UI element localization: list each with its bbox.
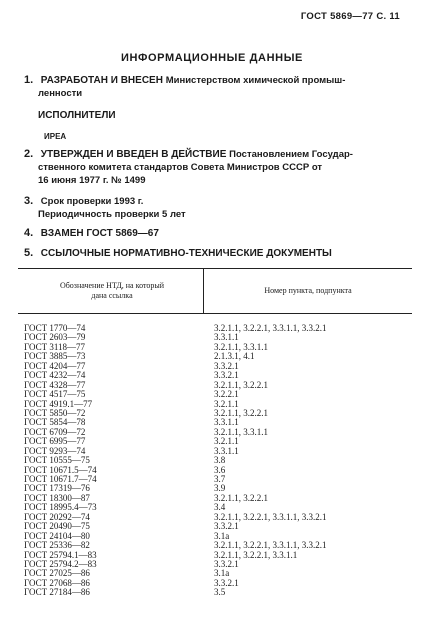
section-2-text: Постановлением Государ- xyxy=(229,149,353,160)
document-title: ИНФОРМАЦИОННЫЕ ДАННЫЕ xyxy=(120,52,303,64)
standard-designation: ГОСТ 10555—75 xyxy=(24,455,90,466)
section-5-heading: ССЫЛОЧНЫЕ НОРМАТИВНО-ТЕХНИЧЕСКИЕ ДОКУМЕНТЫ xyxy=(40,248,332,259)
section-3-line2: Периодичность проверки 5 лет xyxy=(38,209,186,220)
standard-designation: ГОСТ 3885—73 xyxy=(24,351,86,362)
standard-designation: ГОСТ 4232—74 xyxy=(24,370,86,381)
table-row xyxy=(18,588,412,597)
clause-numbers: 3.1а xyxy=(214,530,230,541)
section-3-line1: Срок проверки 1993 г. xyxy=(40,196,144,207)
standard-designation: ГОСТ 4919.1—77 xyxy=(24,398,93,409)
standard-designation: ГОСТ 27184—86 xyxy=(24,587,90,598)
standard-designation: ГОСТ 27025—86 xyxy=(24,568,90,579)
standard-designation: ГОСТ 25794.1—83 xyxy=(24,549,97,560)
section-2-text-cont: ственного комитета стандартов Совета Министров СССР от xyxy=(38,162,323,173)
clause-numbers: 3.2.1.1 xyxy=(214,436,239,447)
clause-numbers: 3.2.1.1, 3.3.1.1 xyxy=(214,341,268,352)
standard-designation: ГОСТ 5850—72 xyxy=(24,407,86,418)
column-header-document xyxy=(26,281,198,301)
clause-numbers: 3.3.1.1 xyxy=(214,445,239,456)
section-3-number: 3. xyxy=(24,195,34,207)
standard-designation: ГОСТ 2603—79 xyxy=(24,332,86,343)
standard-designation: ГОСТ 18300—87 xyxy=(24,492,90,503)
standard-designation: ГОСТ 17319—76 xyxy=(24,483,90,494)
table-header xyxy=(18,268,412,314)
clause-numbers: 3.3.1.1 xyxy=(214,332,239,343)
clause-numbers: 3.2.1.1, 3.2.2.1, 3.3.1.1 xyxy=(214,549,298,560)
section-4 xyxy=(24,227,400,240)
standard-designation: ГОСТ 9293—74 xyxy=(24,445,86,456)
clause-numbers: 2.1.3.1, 4.1 xyxy=(214,351,255,362)
standard-designation: ГОСТ 4517—75 xyxy=(24,389,86,400)
page-header: ГОСТ 5869—77 С. 11 xyxy=(300,11,400,22)
table-body xyxy=(18,324,412,598)
clause-numbers: 3.2.1.1, 3.2.2.1 xyxy=(214,407,268,418)
clause-numbers: 3.2.1.1, 3.2.2.1, 3.3.1.1, 3.3.2.1 xyxy=(214,323,327,333)
standard-designation: ГОСТ 5854—78 xyxy=(24,417,86,428)
section-4-number: 4. xyxy=(24,227,34,239)
column-header-document-line1: Обозначение НТД, на который xyxy=(59,281,165,290)
section-2-text-cont2: 16 июня 1977 г. № 1499 xyxy=(38,175,146,186)
section-1-number: 1. xyxy=(24,74,34,86)
section-1-heading: РАЗРАБОТАН И ВНЕСЕН xyxy=(40,75,163,86)
clause-numbers: 3.5 xyxy=(214,587,226,598)
standard-designation: ГОСТ 10671.7—74 xyxy=(24,474,97,484)
clause-numbers: 3.2.1.1 xyxy=(214,398,239,409)
standard-designation: ГОСТ 18995.4—73 xyxy=(24,502,97,513)
standard-designation: ГОСТ 25794.2—83 xyxy=(24,558,97,569)
standard-designation: ГОСТ 20490—75 xyxy=(24,521,90,532)
section-1 xyxy=(24,74,400,100)
standard-designation: ГОСТ 4328—77 xyxy=(24,379,86,390)
clause-numbers: 3.4 xyxy=(214,502,226,513)
clause-numbers: 3.3.2.1 xyxy=(214,521,239,532)
section-2-number: 2. xyxy=(24,148,34,160)
clause-numbers: 3.2.1.1, 3.2.2.1 xyxy=(214,379,268,390)
clause-numbers: 3.2.1.1, 3.2.2.1, 3.3.1.1, 3.3.2.1 xyxy=(214,540,327,551)
standard-designation: ГОСТ 3118—77 xyxy=(24,341,86,352)
executors-org: ИРЕА xyxy=(44,132,67,141)
executors-heading: ИСПОЛНИТЕЛИ xyxy=(38,110,116,121)
clause-numbers: 3.2.1.1, 3.2.2.1 xyxy=(214,492,268,503)
clause-numbers: 3.3.2.1 xyxy=(214,577,239,588)
section-5 xyxy=(24,247,400,260)
reference-table xyxy=(18,268,412,598)
standard-designation: ГОСТ 6995—77 xyxy=(24,436,86,447)
clause-numbers: 3.7 xyxy=(214,474,226,484)
standard-designation: ГОСТ 25336—82 xyxy=(24,540,90,551)
standard-designation: ГОСТ 27068—86 xyxy=(24,577,90,588)
section-1-text-cont: ленности xyxy=(38,88,83,99)
column-header-clause: Номер пункта, подпункта xyxy=(264,286,352,295)
clause-numbers: 3.1а xyxy=(214,568,230,579)
section-5-number: 5. xyxy=(24,247,34,259)
clause-numbers: 3.6 xyxy=(214,464,226,475)
clause-numbers: 3.3.2.1 xyxy=(214,370,239,381)
clause-numbers: 3.2.1.1, 3.2.2.1, 3.3.1.1, 3.3.2.1 xyxy=(214,511,327,522)
standard-designation: ГОСТ 20292—74 xyxy=(24,511,90,522)
column-header-document-line2: дана ссылка xyxy=(91,291,133,300)
clause-numbers: 3.2.2.1 xyxy=(214,389,239,400)
standard-designation: ГОСТ 4204—77 xyxy=(24,360,86,371)
section-4-heading: ВЗАМЕН ГОСТ 5869—67 xyxy=(40,228,159,239)
clause-numbers: 3.3.2.1 xyxy=(214,558,239,569)
standard-designation: ГОСТ 24104—80 xyxy=(24,530,90,541)
clause-numbers: 3.2.1.1, 3.3.1.1 xyxy=(214,426,268,437)
clause-numbers: 3.3.1.1 xyxy=(214,417,239,428)
clause-numbers: 3.9 xyxy=(214,483,226,494)
clause-numbers: 3.3.2.1 xyxy=(214,360,239,371)
column-divider xyxy=(203,269,204,313)
standard-designation: ГОСТ 6709—72 xyxy=(24,426,86,437)
section-3 xyxy=(24,195,400,221)
standard-designation: ГОСТ 1770—74 xyxy=(24,323,86,333)
standard-designation: ГОСТ 10671.5—74 xyxy=(24,464,97,475)
clause-numbers: 3.8 xyxy=(214,455,226,466)
section-1-text: Министерством химической промыш- xyxy=(165,75,346,86)
section-2 xyxy=(24,148,400,187)
section-2-heading: УТВЕРЖДЕН И ВВЕДЕН В ДЕЙСТВИЕ xyxy=(40,149,227,160)
